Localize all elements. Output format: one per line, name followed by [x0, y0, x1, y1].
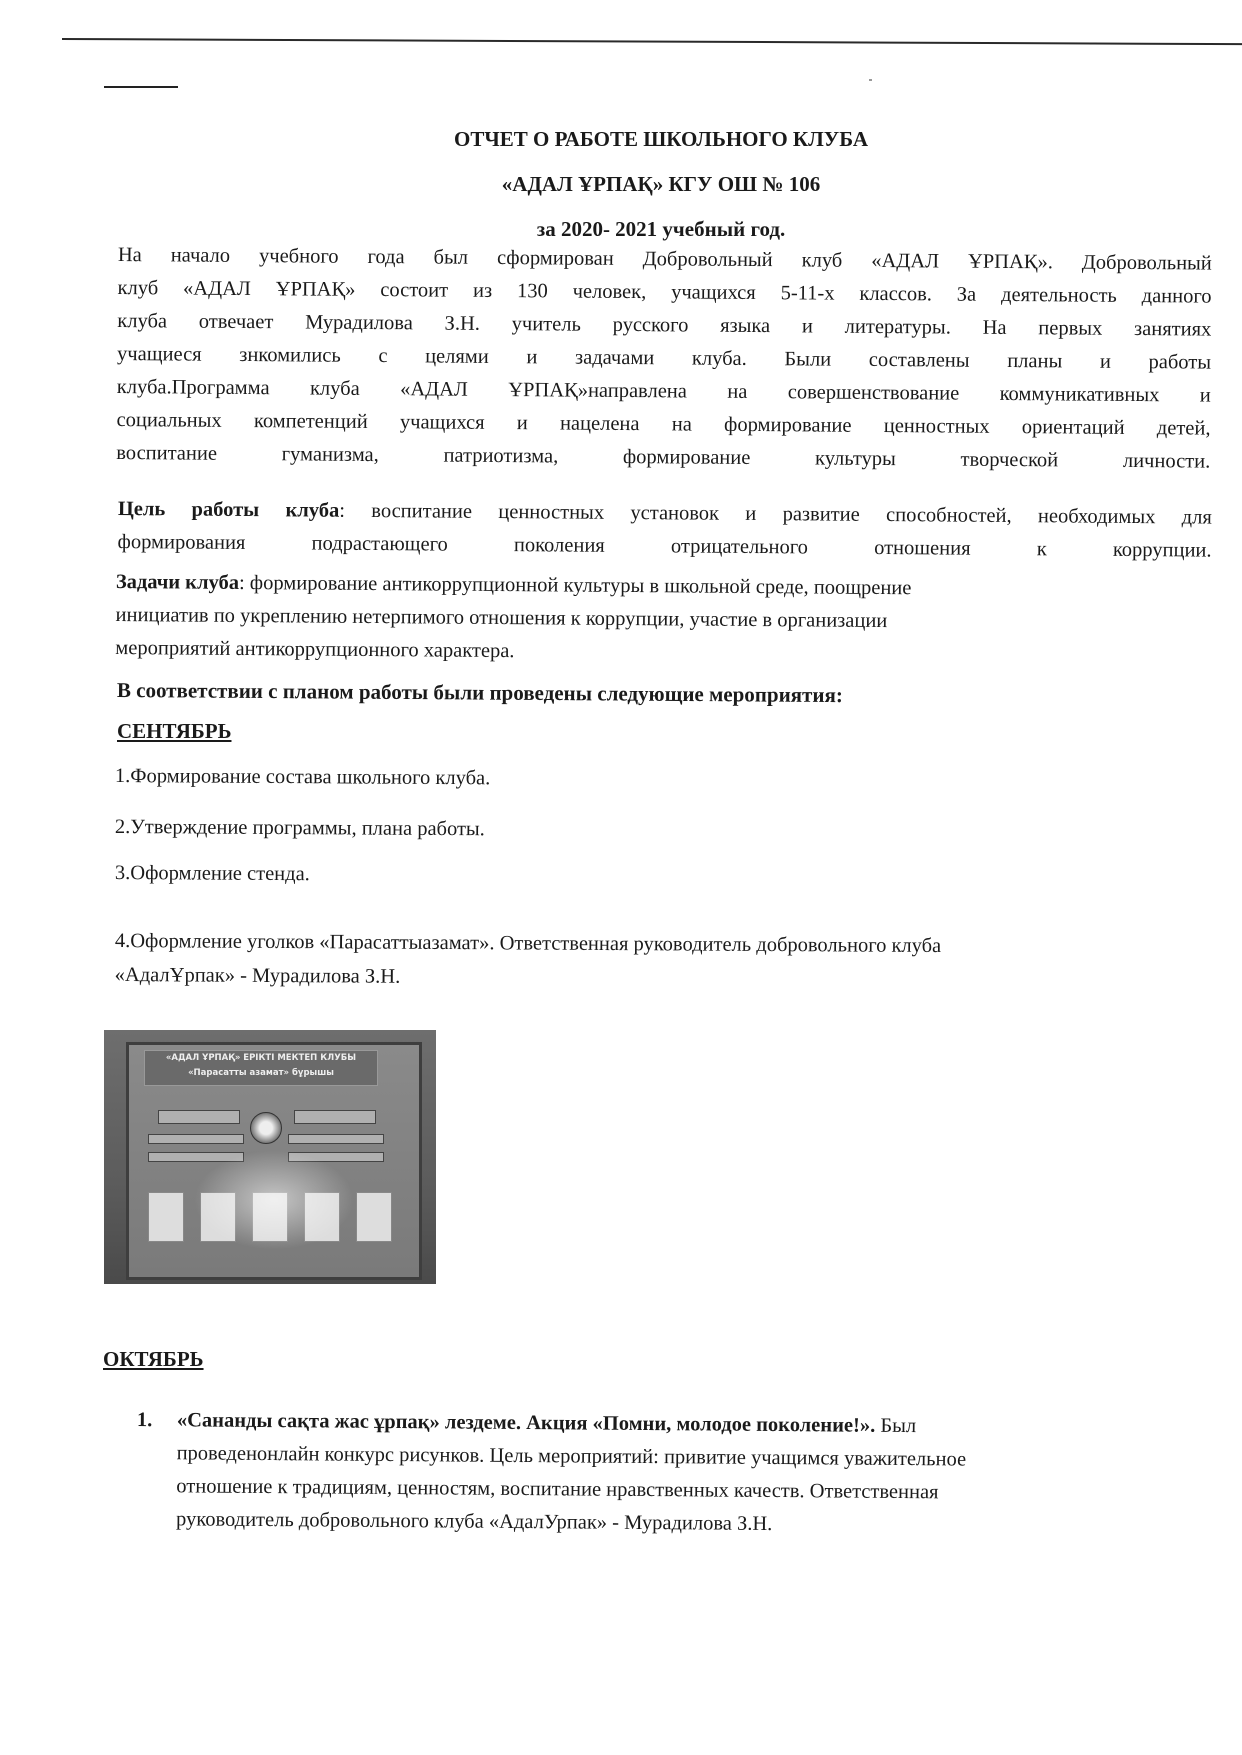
- october-item-line: руководитель добровольного клуба «АдалУрпак» - Мурадилова З.Н.: [176, 1508, 773, 1535]
- september-item: 2.Утверждение программы, плана работы.: [114, 816, 485, 841]
- photo-label-bar: [294, 1110, 376, 1124]
- october-item-rest: Был: [875, 1414, 917, 1438]
- september-item: [115, 924, 942, 997]
- tasks-line: мероприятий антикоррупционного характера.: [115, 636, 515, 663]
- october-item-line: отношение к традициям, ценностям, воспитание нравственных качеств. Ответственная: [176, 1475, 939, 1504]
- photo-glare: [194, 1150, 354, 1250]
- september-item: 1.Формирование состава школьного клуба.: [114, 765, 491, 790]
- october-item-title: «Сананды сақта жас ұрпақ» лездеме. Акция «Помни, молодое поколение!».: [176, 1409, 876, 1437]
- photo-emblem-icon: [250, 1112, 282, 1144]
- intro-paragraph: [116, 238, 1212, 478]
- october-item-text: [176, 1404, 1157, 1544]
- october-heading: ОКТЯБРЬ: [103, 1347, 204, 1371]
- goal-text: : воспитание ценностных установок и развитие способностей, необходимых для: [339, 499, 1212, 529]
- october-item: [136, 1404, 1147, 1535]
- goal-paragraph: [117, 492, 1211, 567]
- intro-line: клуба отвечает Мурадилова З.Н. учитель русского языка и литературы. На первых занятиях: [117, 309, 1212, 341]
- october-item-number: 1.: [136, 1408, 153, 1432]
- tasks-label: Задачи клуба: [115, 570, 240, 594]
- september-heading: СЕНТЯБРЬ: [117, 719, 232, 743]
- scan-speck: [869, 79, 872, 81]
- photo-sheet: [148, 1192, 184, 1242]
- photo-banner: [144, 1050, 378, 1086]
- photo-label-bar: [288, 1134, 384, 1144]
- october-item-line: проведенонлайн конкурс рисунков. Цель мероприятий: привитие учащимся уважительное: [176, 1442, 967, 1471]
- report-title-line1: ОТЧЕТ О РАБОТЕ ШКОЛЬНОГО КЛУБА: [454, 127, 868, 151]
- photo-label-bar: [148, 1134, 244, 1144]
- photo-banner-line2: «Парасатты азамат» бұрышы: [188, 1068, 334, 1078]
- plan-heading: В соответствии с планом работы были проведены следующие мероприятия:: [116, 678, 843, 708]
- photo-label-bar: [158, 1110, 240, 1124]
- photo-banner-line1: «АДАЛ ҰРПАҚ» ЕРІКТІ МЕКТЕП КЛУБЫ: [165, 1053, 357, 1063]
- scan-top-edge: [62, 38, 1242, 45]
- photo-sheet: [356, 1192, 392, 1242]
- goal-line: формирования подрастающего поколения отрицательного отношения к коррупции.: [117, 530, 1212, 562]
- stand-photo: [104, 1030, 436, 1284]
- september-item-line: «АдалҰрпак» - Мурадилова З.Н.: [114, 963, 401, 988]
- report-title-line2: «АДАЛ ҰРПАҚ» КГУ ОШ № 106: [501, 172, 821, 196]
- intro-line: учащиеся знкомились с целями и задачами клуба. Были составлены планы и работы: [117, 342, 1212, 374]
- intro-line: воспитание гуманизма, патриотизма, формирование культуры творческой личности.: [116, 441, 1211, 473]
- september-item: 3.Оформление стенда.: [114, 862, 310, 886]
- report-title-line3: за 2020- 2021 учебный год.: [536, 217, 786, 241]
- intro-line: социальных компетенций учащихся и нацелена на формирование ценностных ориентаций детей,: [116, 408, 1211, 440]
- scan-dash-mark: [104, 86, 178, 88]
- tasks-paragraph: [115, 565, 1116, 672]
- tasks-text: : формирование антикоррупционной культуры в школьной среде, поощрение: [238, 571, 912, 600]
- goal-label: Цель работы клуба: [117, 497, 340, 522]
- intro-line: клуба.Программа клуба «АДАЛ ҰРПАҚ»направлена на совершенствование коммуникативных и: [116, 375, 1211, 407]
- tasks-line: инициатив по укреплению нетерпимого отношения к коррупции, участие в организации: [115, 603, 888, 633]
- intro-line: клуб «АДАЛ ҰРПАҚ» состоит из 130 человек, учащихся 5-11-х классов. За деятельность данного: [117, 276, 1212, 308]
- intro-line: На начало учебного года был сформирован Добровольный клуб «АДАЛ ҰРПАҚ». Добровольный: [117, 243, 1212, 275]
- september-item-line: 4.Оформление уголков «Парасаттыазамат». Ответственная руководитель добровольного клуба: [114, 929, 942, 958]
